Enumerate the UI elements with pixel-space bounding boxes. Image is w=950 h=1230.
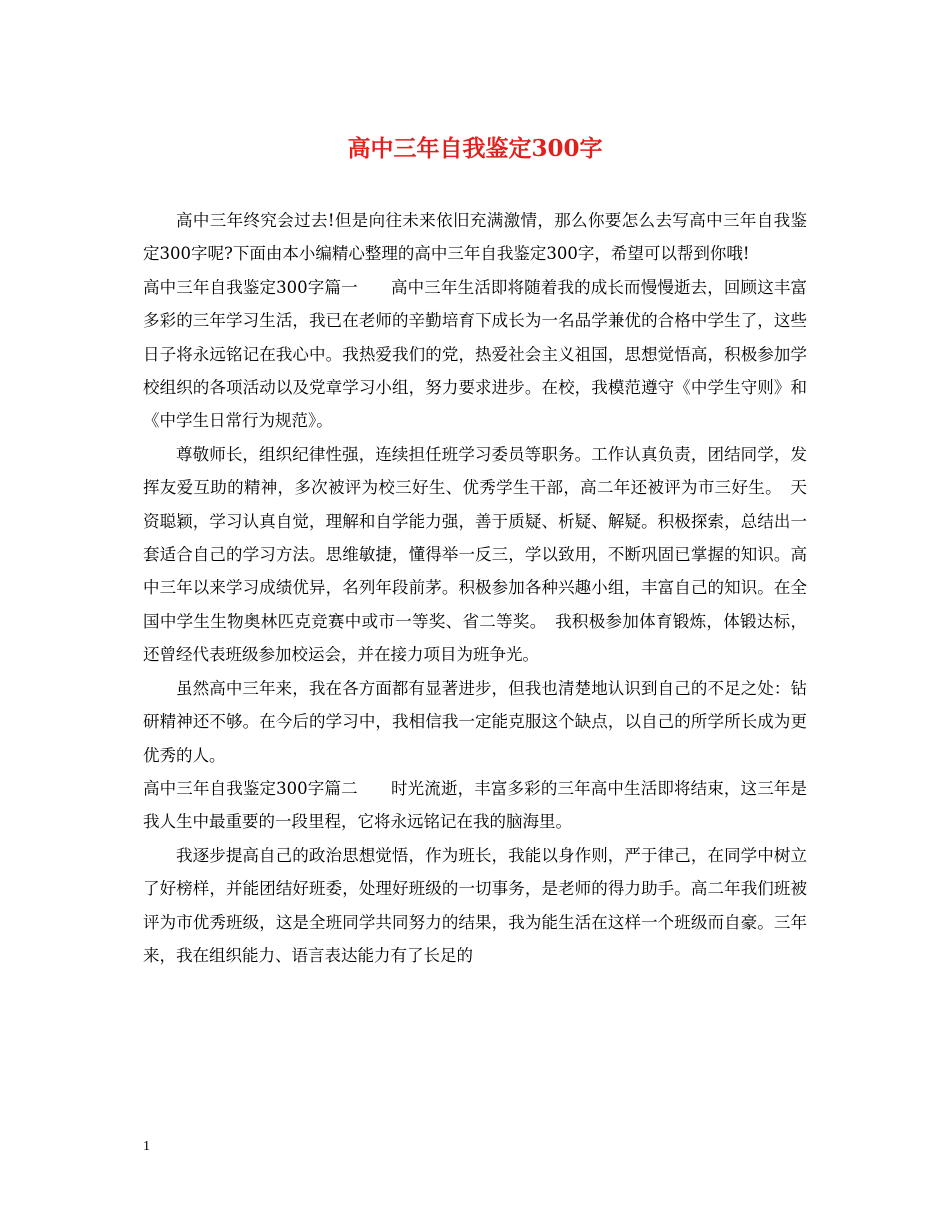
page-number: 1	[143, 1139, 150, 1154]
paragraph-shortcomings: 虽然高中三年来，我在各方面都有显著进步，但我也清楚地认识到自己的不足之处：钻研精神还不够。在今后的学习中，我相信我一定能克服这个缺点，以自己的所学所长成为更优秀的人。	[143, 678, 807, 765]
paragraph-political-awareness: 我逐步提高自己的政治思想觉悟，作为班长，我能以身作则，严于律己，在同学中树立了好榜样，并能团结好班委，处理好班级的一切事务，是老师的得力助手。高二年我们班被评为市优秀班级，这是全班同学共同努力的结果，我为能生活在这样一个班级而自豪。三年来，我在组织能力、语言表达能力有了长足的	[143, 845, 807, 965]
paragraph-section-one: 高中三年自我鉴定300字篇一 高中三年生活即将随着我的成长而慢慢逝去，回顾这丰富多彩的三年学习生活，我已在老师的辛勤培育下成长为一名品学兼优的合格中学生了，这些日子将永远铭记在我心中。我热爱我们的党，热爱社会主义祖国，思想觉悟高，积极参加学校组织的各项活动以及党章学习小组，努力要求进步。在校，我模范遵守《中学生守则》和《中学生日常行为规范》。	[143, 277, 807, 431]
paragraph-intro: 高中三年终究会过去!但是向往未来依旧充满激情，那么你要怎么去写高中三年自我鉴定300字呢?下面由本小编精心整理的高中三年自我鉴定300字，希望可以帮到你哦!	[143, 211, 807, 264]
paragraph-respect-teachers: 尊敬师长，组织纪律性强，连续担任班学习委员等职务。工作认真负责，团结同学，发挥友爱互助的精神，多次被评为校三好生、优秀学生干部，高二年还被评为市三好生。 天资聪颖，学习认真自觉，理解和自学能力强，善于质疑、析疑、解疑。积极探索，总结出一套适合自己的学习方法。思维敏捷，懂得举一反三，学以致用，不断巩固已掌握的知识。高中三年以来学习成绩优异，名列年段前茅。积极参加各种兴趣小组，丰富自己的知识。在全国中学生生物奥林匹克竞赛中或市一等奖、省二等奖。 我积极参加体育锻炼，体锻达标，还曾经代表班级参加校运会，并在接力项目为班争光。	[143, 444, 807, 665]
document-body	[143, 204, 807, 972]
document-title: 高中三年自我鉴定300字	[347, 135, 603, 162]
paragraph-section-two: 高中三年自我鉴定300字篇二 时光流逝，丰富多彩的三年高中生活即将结束，这三年是我人生中最重要的一段里程，它将永远铭记在我的脑海里。	[143, 778, 807, 832]
